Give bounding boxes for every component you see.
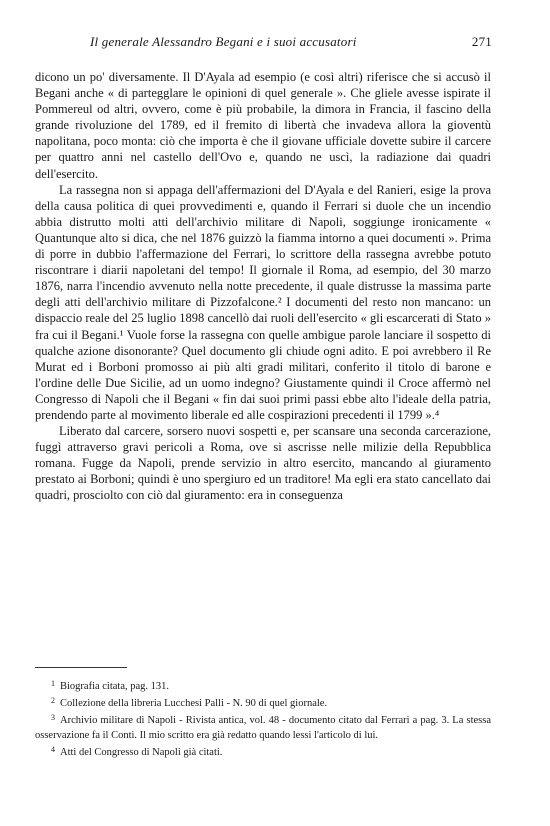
footnote-4 <box>35 743 491 760</box>
footnotes <box>35 677 491 760</box>
footnote-text: Archivio militare di Napoli - Rivista antica, vol. 48 - documento citato dal Ferrari a pag. 3. La stessa osservazione fa il Conti. Il mio scritto era già redatto quando lessi l'articolo di lui. <box>35 715 491 741</box>
body-text <box>35 69 491 504</box>
page-number: 271 <box>471 34 492 49</box>
footnote-text: Collezione della libreria Lucchesi Palli - N. 90 di quel giornale. <box>60 698 328 710</box>
footnote-1 <box>35 677 491 694</box>
footnote-3 <box>35 711 491 742</box>
paragraph-3: Liberato dal carcere, sorsero nuovi sospetti e, per scansare una seconda carcerazione, fuggì attraverso gravi pericoli a Roma, ove si ascrisse nelle milizie della Repubblica romana. Fugge da Napoli, prende servizio in altro esercito, mancando al giuramento prestato ai Borboni; quindi è uno spergiuro ed un traditore! Ma egli era stato cancellato dai quadri, prosciolto con ciò dal giuramento: era in conseguenza <box>35 424 491 503</box>
footnote-number: 2 <box>51 696 55 706</box>
footnote-text: Biografia citata, pag. 131. <box>60 681 170 692</box>
paragraph-1: dicono un po' diversamente. Il D'Ayala ad esempio (e così altri) riferisce che si accusò il Begani anche « di partegglare le opinioni di quel generale ». Che gliele avesse ispirate il Pommereul od altri, ovvero, come è più probabile, la dimora in Francia, il fascino della grande rivoluzione del 1789, ed il fremito di libertà che invadeva allora la gioventù napolitana, poco monta: ciò che importa è che il giovane ufficiale dovette subire il carcere per quattro anni nel castello dell'Ovo e, quando ne uscì, la radiazione dai quadri dell'esercito. <box>35 70 491 181</box>
paragraph-2: La rassegna non si appaga dell'affermazioni del D'Ayala e del Ranieri, esige la prova della causa politica di quei provvedimenti e, quando il Ferrari si duole che un incendio abbia distrutto molti atti dell'archivio militare di Napoli, soggiunge ironicamente « Quantunque alto si dica, che nel 1876 guizzò la fiamma intorno a quei documenti ». Prima di porre in dubbio l'affermazione del Ferrari, lo scrittore della rassegna avrebbe potuto riscontrare i diarii napoletani del tempo! Il giornale il Roma, ad esempio, del 30 marzo 1876, narra l'incendio avvenuto nella notte precedente, il quale distrusse la massima parte degli atti dell'archivio militare di Pizzofalcone.² I documenti del resto non mancano: un dispaccio reale del 25 luglio 1898 cancellò dai ruoli dell'esercito « gli escarcerati di Stato » fra cui il Begani.¹ Vuole forse la rassegna con quelle ambigue parole lanciare il sospetto di qualche azione disonorante? Quel documento gli chiude ogni adito. E poi avrebbero il Re Murat ed i Borboni promosso ai più alti gradi militari, conferito il titolo di barone e l'ordine delle Due Sicilie, ad un uomo indegno? Giustamente quindi il Croce affermò nel Congresso di Napoli che il Begani « fin dai suoi primi passi ebbe alto l'ideale della patria, prendendo parte al movimento liberale ed alle cospirazioni precedenti il 1799 ».⁴ <box>35 182 491 422</box>
running-title: Il generale Alessandro Begani e i suoi accusatori <box>90 34 357 49</box>
footnote-2 <box>35 694 491 711</box>
footnote-number: 4 <box>51 744 55 754</box>
footnote-number: 3 <box>51 713 55 723</box>
footnote-number: 1 <box>51 679 55 688</box>
footnote-text: Atti del Congresso di Napoli già citati. <box>60 746 223 758</box>
footnote-divider <box>35 667 127 668</box>
